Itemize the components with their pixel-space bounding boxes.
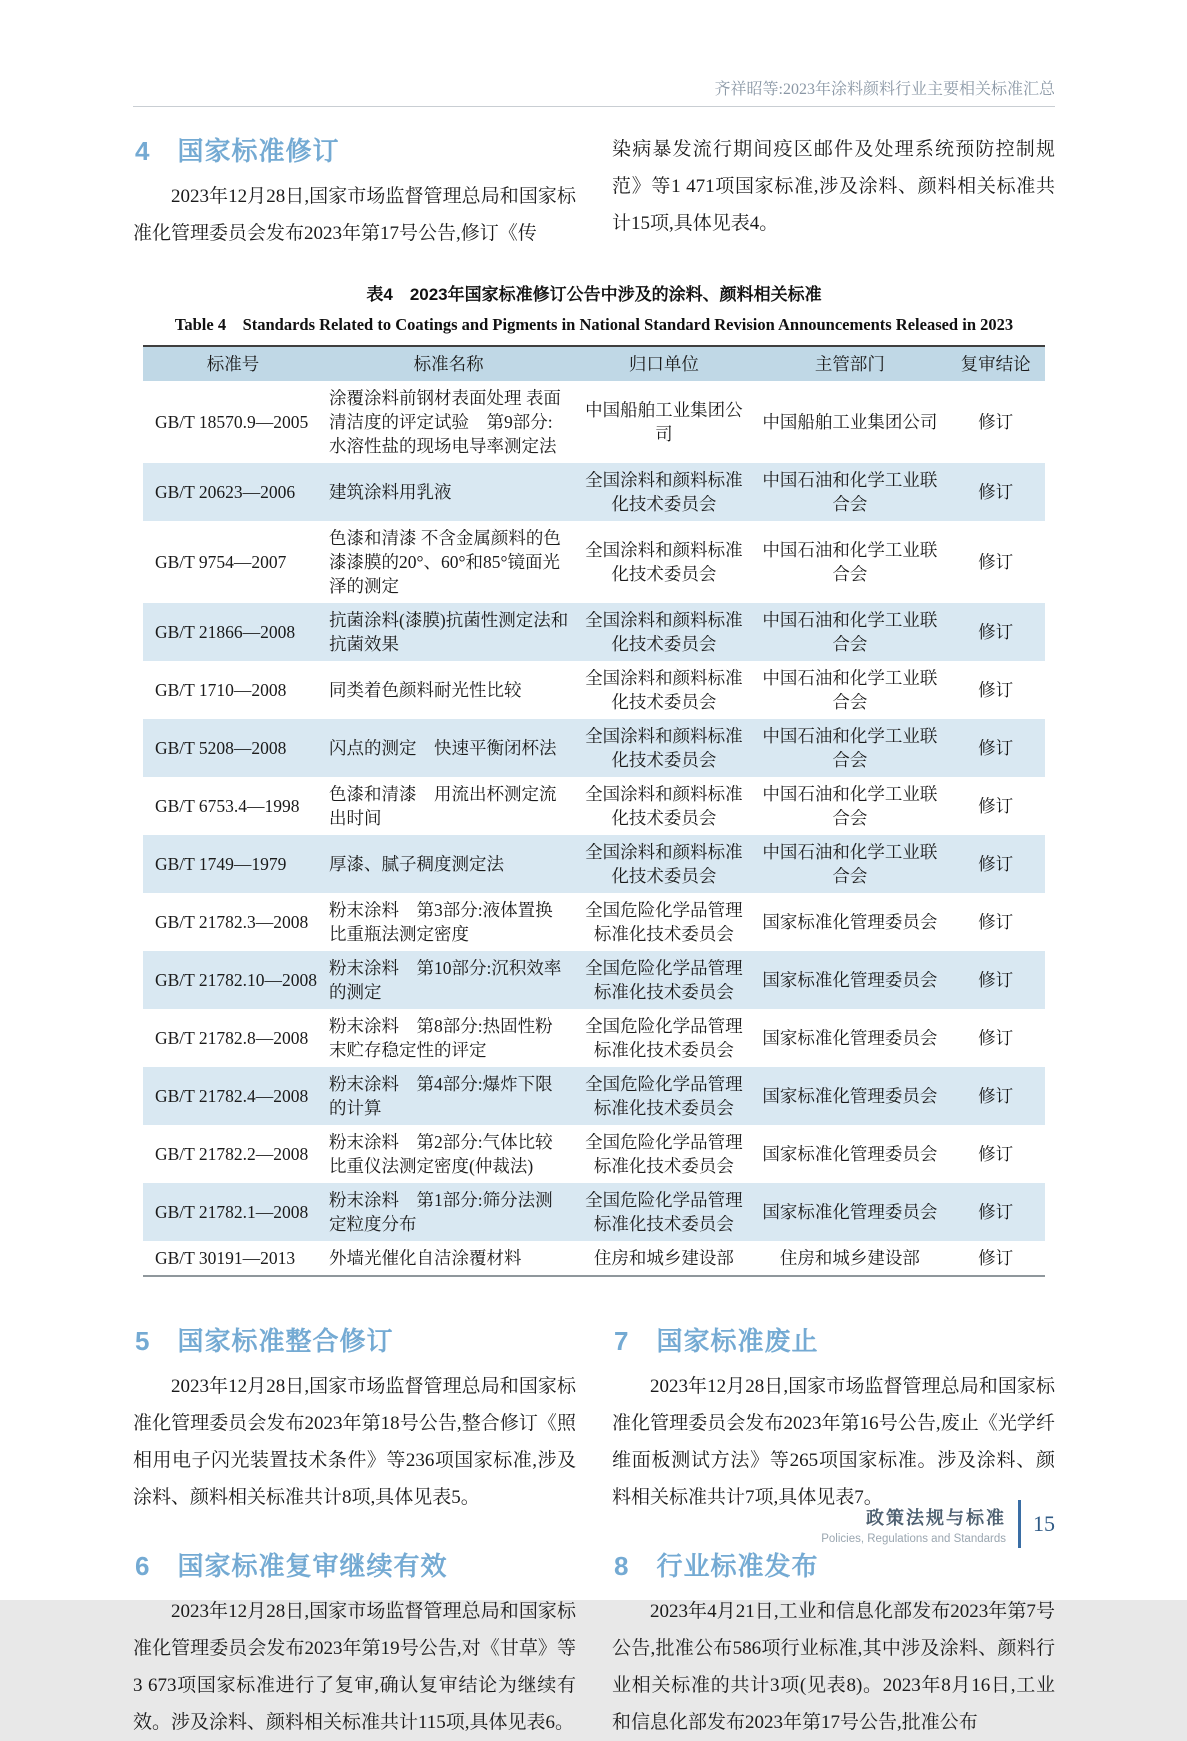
review-conclusion: 修订 [978, 738, 1014, 758]
review-conclusion: 修订 [978, 1028, 1014, 1048]
column-header: 标准名称 [323, 346, 574, 381]
footer-section-zh: 政策法规与标准 [866, 1507, 1006, 1528]
column-header: 复审结论 [946, 346, 1045, 381]
table-row [143, 835, 1045, 893]
supervising-department: 国家标准化管理委员会 [762, 1086, 938, 1106]
table-row [143, 1183, 1045, 1241]
centralized-unit: 全国危险化学品管理标准化技术委员会 [585, 1190, 743, 1234]
table-header-row [143, 346, 1045, 381]
section-8-paragraph: 2023年4月21日,工业和信息化部发布2023年第7号公告,批准公布586项行业标准,其中涉及涂料、颜料行业相关标准的共计3项(见表8)。2023年8月16日,工业和信息化部发布2023年第17号公告,批准公布 [612, 1601, 1055, 1733]
centralized-unit: 全国危险化学品管理标准化技术委员会 [585, 1132, 743, 1176]
section-4-right-column [612, 131, 1055, 252]
supervising-department: 中国石油和化学工业联合会 [762, 842, 938, 886]
supervising-department: 中国石油和化学工业联合会 [762, 610, 938, 654]
standard-name: 粉末涂料 第8部分:热固性粉末贮存稳定性的评定 [329, 1016, 553, 1060]
table-row [143, 381, 1045, 463]
standard-number: GB/T 21782.8—2008 [155, 1028, 309, 1048]
supervising-department: 中国石油和化学工业联合会 [762, 668, 938, 712]
bottom-left-column [133, 1321, 576, 1741]
standard-number: GB/T 30191—2013 [155, 1248, 296, 1268]
review-conclusion: 修订 [978, 680, 1014, 700]
standard-name: 抗菌涂料(漆膜)抗菌性测定法和抗菌效果 [329, 610, 569, 654]
section-4-heading [135, 131, 576, 168]
standard-number: GB/T 21782.4—2008 [155, 1086, 309, 1106]
review-conclusion: 修订 [978, 1202, 1014, 1222]
running-header-text: 齐祥昭等:2023年涂料颜料行业主要相关标准汇总 [714, 81, 1055, 98]
running-header [133, 76, 1055, 107]
footer-section-en: Policies, Regulations and Standards [821, 1532, 1006, 1545]
supervising-department: 中国船舶工业集团公司 [762, 412, 938, 432]
standard-number: GB/T 20623—2006 [155, 482, 296, 502]
standard-name: 粉末涂料 第4部分:爆炸下限的计算 [329, 1074, 553, 1118]
centralized-unit: 全国涂料和颜料标准化技术委员会 [585, 610, 743, 654]
standard-number: GB/T 5208—2008 [155, 738, 287, 758]
review-conclusion: 修订 [978, 622, 1014, 642]
table-row [143, 893, 1045, 951]
review-conclusion: 修订 [978, 970, 1014, 990]
review-conclusion: 修订 [978, 552, 1014, 572]
standard-name: 粉末涂料 第3部分:液体置换比重瓶法测定密度 [329, 900, 553, 944]
page-footer [821, 1500, 1055, 1548]
supervising-department: 国家标准化管理委员会 [762, 1144, 938, 1164]
standard-number: GB/T 18570.9—2005 [155, 412, 309, 432]
standard-number: GB/T 21782.1—2008 [155, 1202, 309, 1222]
section-number: 8 [614, 1551, 630, 1581]
standard-name: 同类着色颜料耐光性比较 [329, 680, 522, 700]
standard-number: GB/T 21866—2008 [155, 622, 296, 642]
standard-name: 粉末涂料 第2部分:气体比较比重仪法测定密度(仲裁法) [329, 1132, 553, 1176]
centralized-unit: 全国涂料和颜料标准化技术委员会 [585, 784, 743, 828]
supervising-department: 住房和城乡建设部 [779, 1248, 920, 1268]
table-row [143, 1125, 1045, 1183]
section-7-paragraph: 2023年12月28日,国家市场监督管理总局和国家标准化管理委员会发布2023年第16号公告,废止《光学纤维面板测试方法》等265项国家标准。涉及涂料、颜料相关标准共计7项,具体见表7。 [612, 1376, 1055, 1508]
supervising-department: 中国石油和化学工业联合会 [762, 784, 938, 828]
review-conclusion: 修订 [978, 1248, 1014, 1268]
column-header: 主管部门 [754, 346, 947, 381]
section-number: 7 [614, 1326, 630, 1356]
section-title: 行业标准发布 [656, 1551, 819, 1581]
section-6-paragraph: 2023年12月28日,国家市场监督管理总局和国家标准化管理委员会发布2023年第19号公告,对《甘草》等3 673项国家标准进行了复审,确认复审结论为继续有效。涉及涂料、颜料相关标准共计115项,具体见表6。 [133, 1601, 576, 1733]
centralized-unit: 全国危险化学品管理标准化技术委员会 [585, 958, 743, 1002]
section-5-paragraph: 2023年12月28日,国家市场监督管理总局和国家标准化管理委员会发布2023年第18号公告,整合修订《照相用电子闪光装置技术条件》等236项国家标准,涉及涂料、颜料相关标准共计8项,具体见表5。 [133, 1376, 576, 1508]
review-conclusion: 修订 [978, 912, 1014, 932]
standard-name: 涂覆涂料前钢材表面处理 表面清洁度的评定试验 第9部分:水溶性盐的现场电导率测定法 [329, 388, 561, 456]
standard-name: 色漆和清漆 用流出杯测定流出时间 [329, 784, 557, 828]
standard-name: 粉末涂料 第10部分:沉积效率的测定 [329, 958, 562, 1002]
section-4-left-column [133, 131, 576, 252]
standards-table [143, 345, 1045, 1277]
column-header: 标准号 [143, 346, 323, 381]
centralized-unit: 全国涂料和颜料标准化技术委员会 [585, 842, 743, 886]
review-conclusion: 修订 [978, 412, 1014, 432]
table-4-block [133, 280, 1055, 1277]
table-row [143, 1067, 1045, 1125]
table-row [143, 777, 1045, 835]
section-6-heading [135, 1546, 576, 1583]
section-number: 4 [135, 136, 151, 166]
footer-labels [821, 1504, 1006, 1545]
centralized-unit: 全国危险化学品管理标准化技术委员会 [585, 900, 743, 944]
centralized-unit: 住房和城乡建设部 [593, 1248, 734, 1268]
review-conclusion: 修订 [978, 796, 1014, 816]
centralized-unit: 全国涂料和颜料标准化技术委员会 [585, 726, 743, 770]
table-row [143, 603, 1045, 661]
supervising-department: 国家标准化管理委员会 [762, 1202, 938, 1222]
section-4-paragraph-left: 2023年12月28日,国家市场监督管理总局和国家标准化管理委员会发布2023年第17号公告,修订《传 [133, 186, 576, 244]
centralized-unit: 全国涂料和颜料标准化技术委员会 [585, 668, 743, 712]
section-title: 国家标准复审继续有效 [177, 1551, 448, 1581]
supervising-department: 中国石油和化学工业联合会 [762, 726, 938, 770]
supervising-department: 国家标准化管理委员会 [762, 912, 938, 932]
section-title: 国家标准修订 [177, 136, 340, 166]
supervising-department: 国家标准化管理委员会 [762, 970, 938, 990]
page-number: 15 [1033, 1511, 1055, 1536]
review-conclusion: 修订 [978, 1144, 1014, 1164]
supervising-department: 国家标准化管理委员会 [762, 1028, 938, 1048]
standard-number: GB/T 6753.4—1998 [155, 796, 300, 816]
centralized-unit: 全国危险化学品管理标准化技术委员会 [585, 1016, 743, 1060]
standard-number: GB/T 1749—1979 [155, 854, 287, 874]
centralized-unit: 全国危险化学品管理标准化技术委员会 [585, 1074, 743, 1118]
centralized-unit: 全国涂料和颜料标准化技术委员会 [585, 540, 743, 584]
centralized-unit: 全国涂料和颜料标准化技术委员会 [585, 470, 743, 514]
review-conclusion: 修订 [978, 1086, 1014, 1106]
table-caption-en: Table 4 Standards Related to Coatings and Pigments in National Standard Revision Announcements Released in 2023 [174, 315, 1014, 334]
standard-name: 粉末涂料 第1部分:筛分法测定粒度分布 [329, 1190, 553, 1234]
standard-number: GB/T 1710—2008 [155, 680, 287, 700]
section-7-heading [614, 1321, 1055, 1358]
standard-number: GB/T 9754—2007 [155, 552, 287, 572]
section-8-heading [614, 1546, 1055, 1583]
section-4-paragraph-right: 染病暴发流行期间疫区邮件及处理系统预防控制规范》等1 471项国家标准,涉及涂料、颜料相关标准共计15项,具体见表4。 [612, 139, 1055, 234]
standard-name: 外墙光催化自洁涂覆材料 [329, 1248, 522, 1268]
standard-number: GB/T 21782.2—2008 [155, 1144, 309, 1164]
table-row [143, 521, 1045, 603]
footer-divider-bar [1018, 1500, 1021, 1548]
standard-number: GB/T 21782.3—2008 [155, 912, 309, 932]
table-row [143, 951, 1045, 1009]
column-header: 归口单位 [574, 346, 753, 381]
section-title: 国家标准整合修订 [177, 1326, 394, 1356]
section-number: 6 [135, 1551, 151, 1581]
table-row [143, 719, 1045, 777]
table-row [143, 661, 1045, 719]
section-5-heading [135, 1321, 576, 1358]
table-row [143, 463, 1045, 521]
section-title: 国家标准废止 [656, 1326, 819, 1356]
standard-name: 色漆和清漆 不含金属颜料的色漆漆膜的20°、60°和85°镜面光泽的测定 [329, 528, 561, 596]
section-number: 5 [135, 1326, 151, 1356]
table-row [143, 1009, 1045, 1067]
supervising-department: 中国石油和化学工业联合会 [762, 540, 938, 584]
standard-number: GB/T 21782.10—2008 [155, 970, 318, 990]
table-caption-zh: 表4 2023年国家标准修订公告中涉及的涂料、颜料相关标准 [366, 285, 822, 304]
supervising-department: 中国石油和化学工业联合会 [762, 470, 938, 514]
section-4-block [133, 131, 1055, 252]
standard-name: 闪点的测定 快速平衡闭杯法 [329, 738, 557, 758]
table-row [143, 1241, 1045, 1276]
review-conclusion: 修订 [978, 482, 1014, 502]
review-conclusion: 修订 [978, 854, 1014, 874]
standard-name: 建筑涂料用乳液 [329, 482, 452, 502]
centralized-unit: 中国船舶工业集团公司 [585, 400, 743, 444]
standard-name: 厚漆、腻子稠度测定法 [329, 854, 505, 874]
